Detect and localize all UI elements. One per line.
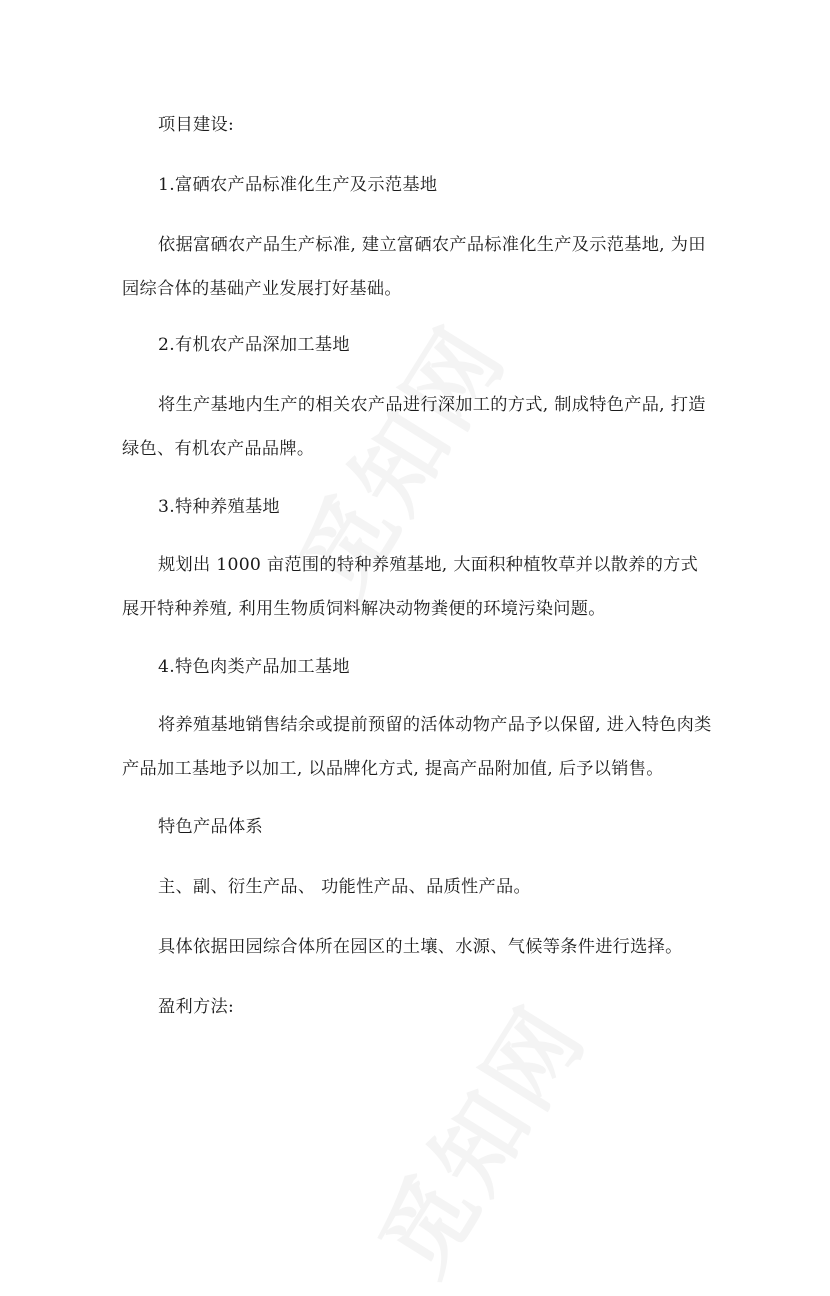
body-paragraph: 将生产基地内生产的相关农产品进行深加工的方式, 制成特色产品, 打造绿色、有机农产品品牌。 bbox=[122, 395, 706, 459]
item-heading: 4.特色肉类产品加工基地 bbox=[158, 657, 350, 677]
section-heading: 盈利方法: bbox=[158, 997, 235, 1017]
body-paragraph: 将养殖基地销售结余或提前预留的活体动物产品予以保留, 进入特色肉类产品加工基地予以加工, 以品牌化方式, 提高产品附加值, 后予以销售。 bbox=[122, 715, 712, 779]
item-heading: 3.特种养殖基地 bbox=[158, 497, 280, 517]
body-paragraph: 规划出 1000 亩范围的特种养殖基地, 大面积种植牧草并以散养的方式展开特种养殖, 利用生物质饲料解决动物粪便的环境污染问题。 bbox=[122, 555, 699, 619]
body-paragraph: 主、副、衍生产品、 功能性产品、品质性产品。 bbox=[158, 877, 532, 897]
item-heading: 1.富硒农产品标准化生产及示范基地 bbox=[158, 175, 438, 195]
section-heading: 特色产品体系 bbox=[158, 817, 263, 837]
item-heading: 2.有机农产品深加工基地 bbox=[158, 335, 350, 355]
section-heading: 项目建设: bbox=[158, 115, 235, 135]
body-paragraph: 具体依据田园综合体所在园区的土壤、水源、气候等条件进行选择。 bbox=[158, 937, 683, 957]
body-paragraph: 依据富硒农产品生产标准, 建立富硒农产品标准化生产及示范基地, 为田园综合体的基础产业发展打好基础。 bbox=[122, 235, 706, 299]
